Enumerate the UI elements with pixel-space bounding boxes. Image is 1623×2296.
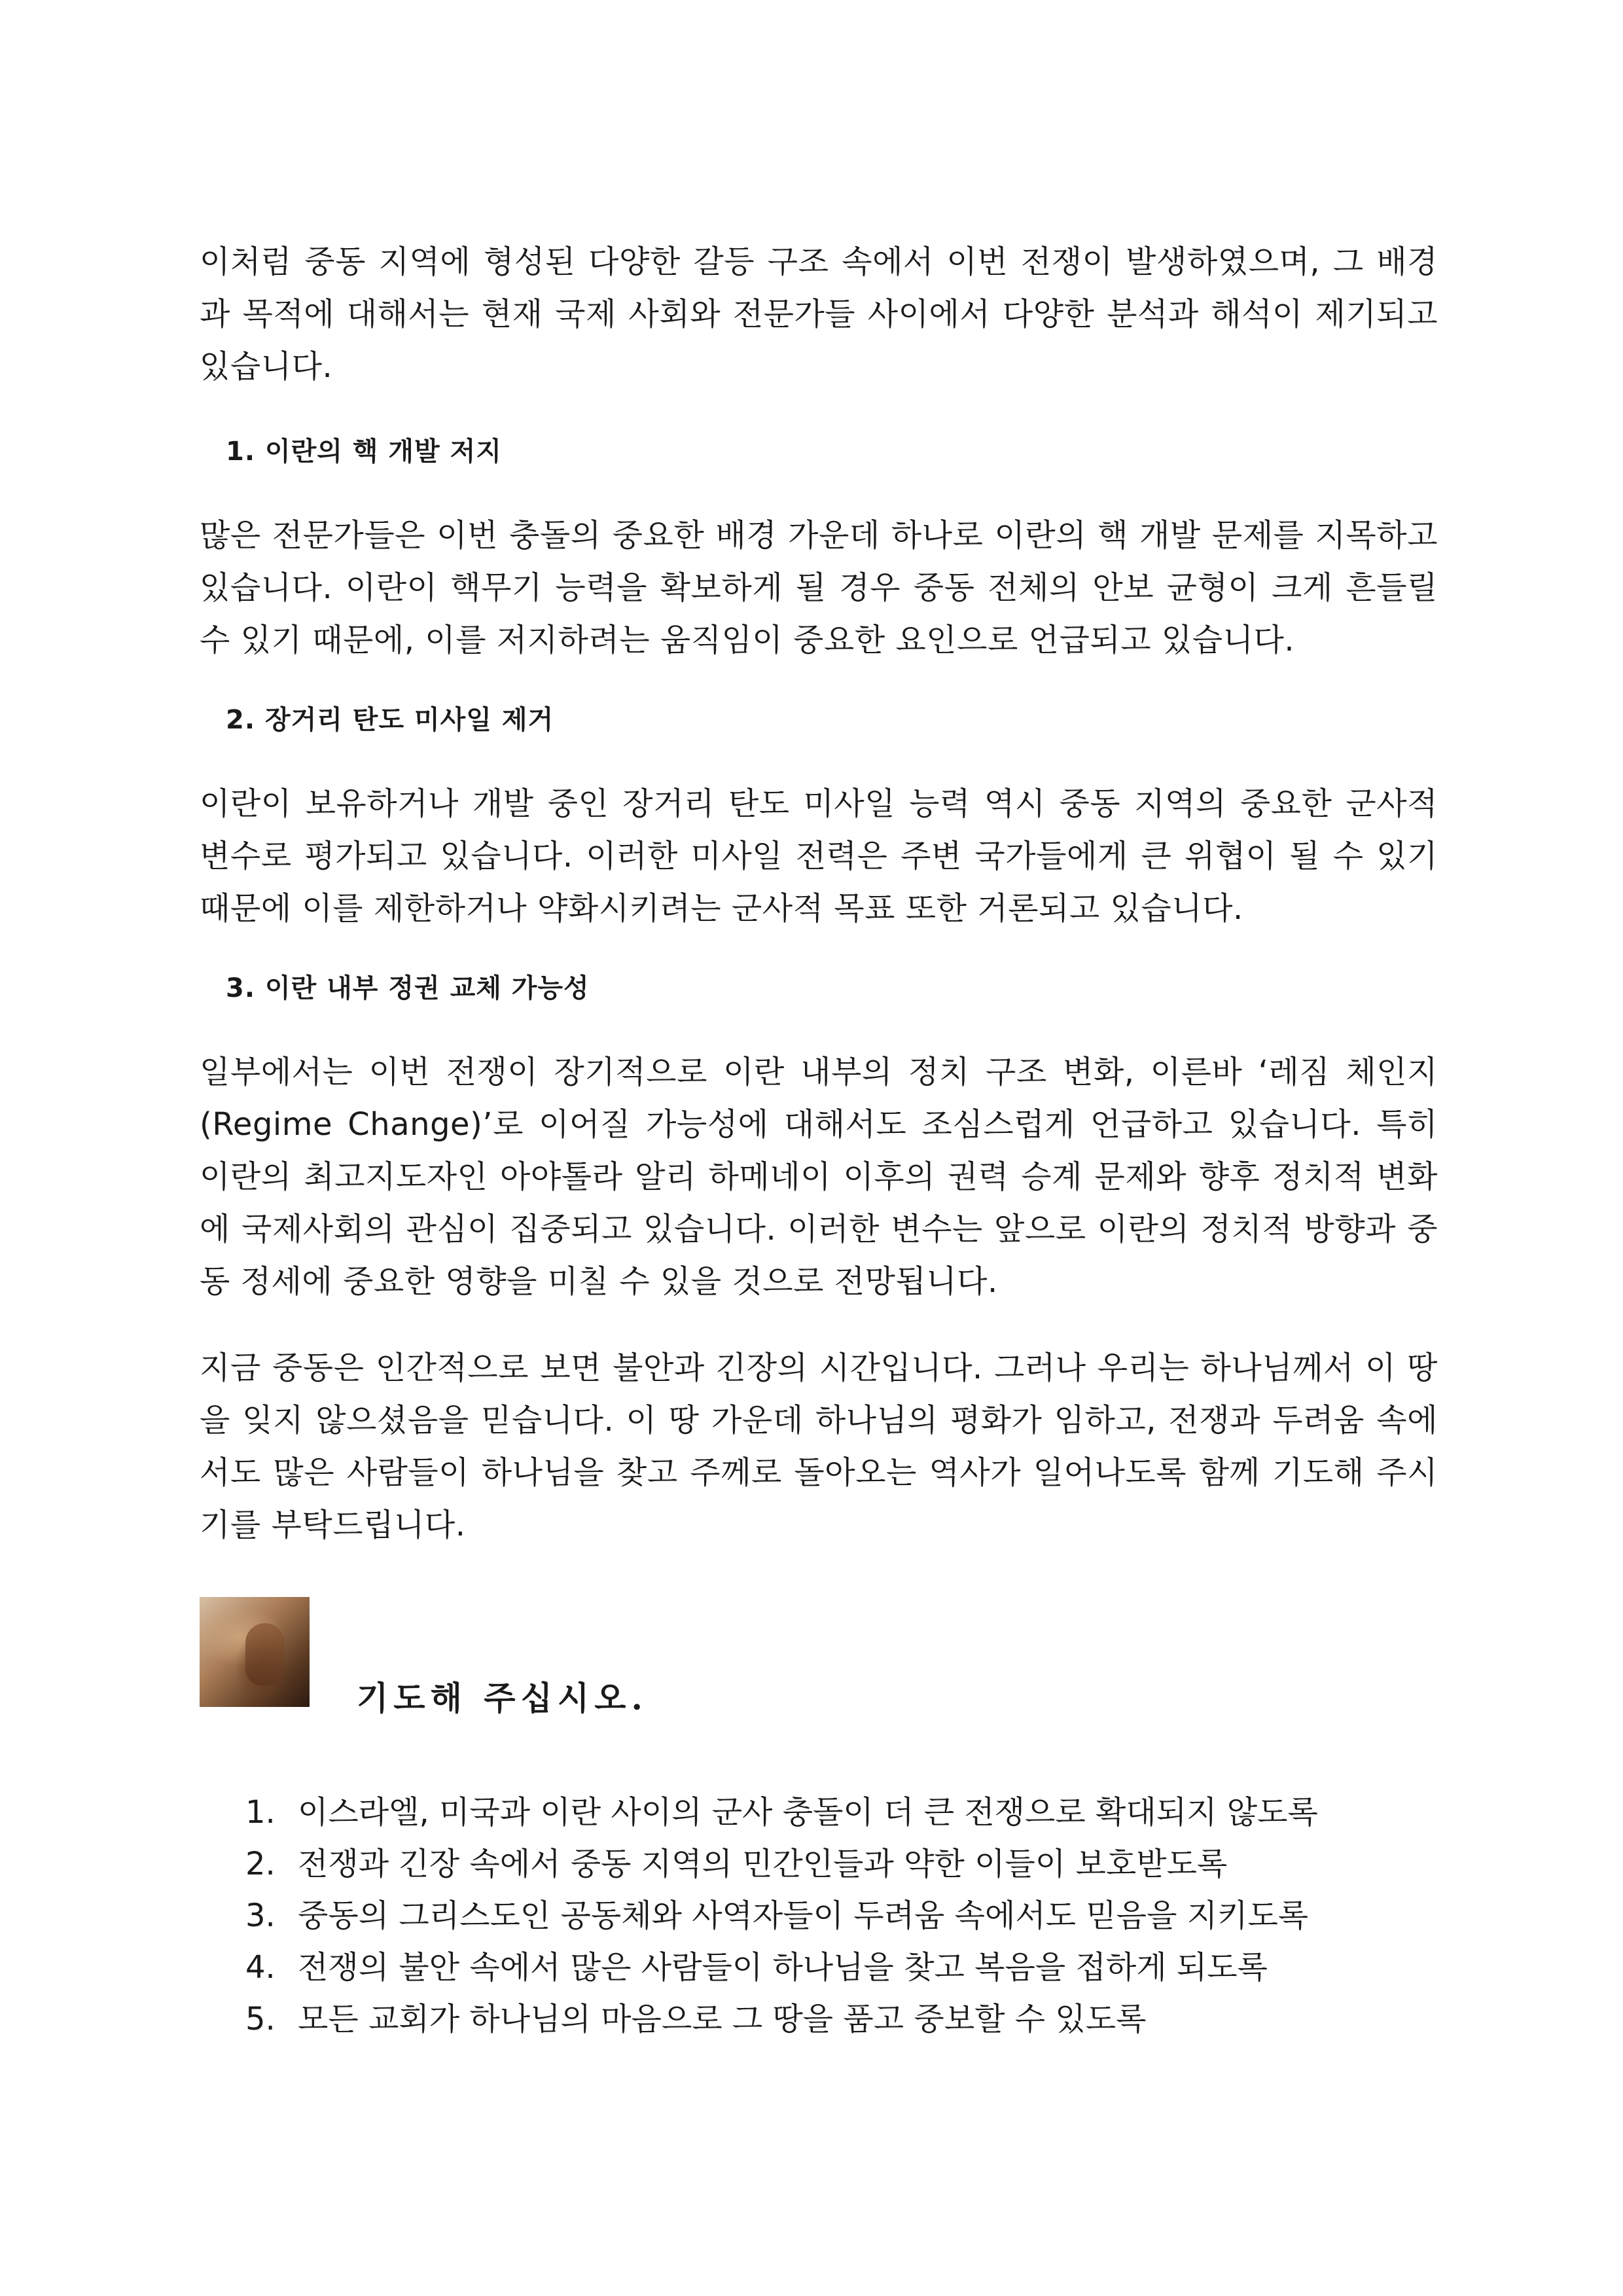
list-item [200, 1787, 1438, 1839]
list-number: 3. [245, 1897, 276, 1934]
prayer-list [200, 1787, 1438, 2045]
list-number: 4. [245, 1949, 276, 1986]
prayer-header [200, 1597, 1438, 1761]
section-2-body: 이란이 보유하거나 개발 중인 장거리 탄도 미사일 능력 역시 중동 지역의 중요한 군사적 변수로 평가되고 있습니다. 이러한 미사일 전력은 주변 국가들에게 큰 위협이 될 수 있기 때문에 이를 제한하거나 약화시키려는 군사적 목표 또한 거론되고 있습니다. [200, 785, 1438, 927]
prayer-title: 기도해 주십시오. [357, 1679, 648, 1717]
list-item [200, 1890, 1438, 1942]
list-number: 1. [245, 1794, 276, 1831]
list-item [200, 1839, 1438, 1890]
section-3-body: 일부에서는 이번 전쟁이 장기적으로 이란 내부의 정치 구조 변화, 이른바 ‘레짐 체인지(Regime Change)’로 이어질 가능성에 대해서도 조심스럽게 언급하고 있습니다. 특히 이란의 최고지도자인 아야톨라 알리 하메네이 이후의 권력 승계 문제와 향후 정치적 변화에 국제사회의 관심이 집중되고 있습니다. 이러한 변수는 앞으로 이란의 정치적 방향과 중동 정세에 중요한 영향을 미칠 수 있을 것으로 전망됩니다. [200, 1054, 1438, 1300]
list-number: 2. [245, 1846, 276, 1882]
section-3-heading: 3. 이란 내부 정권 교체 가능성 [226, 973, 590, 1003]
document-page [200, 236, 1438, 2045]
hand-shape [245, 1623, 285, 1685]
list-text: 전쟁과 긴장 속에서 중동 지역의 민간인들과 약한 이들이 보호받도록 [298, 1846, 1228, 1882]
intro-paragraph: 이처럼 중동 지역에 형성된 다양한 갈등 구조 속에서 이번 전쟁이 발생하였으며, 그 배경과 목적에 대해서는 현재 국제 사회와 전문가들 사이에서 다양한 분석과 해석이 제기되고 있습니다. [200, 243, 1438, 385]
closing-paragraph: 지금 중동은 인간적으로 보면 불안과 긴장의 시간입니다. 그러나 우리는 하나님께서 이 땅을 잊지 않으셨음을 믿습니다. 이 땅 가운데 하나님의 평화가 임하고, 전쟁과 두려움 속에서도 많은 사람들이 하나님을 찾고 주께로 돌아오는 역사가 일어나도록 함께 기도해 주시기를 부탁드립니다. [200, 1350, 1438, 1543]
section-1-body: 많은 전문가들은 이번 충돌의 중요한 배경 가운데 하나로 이란의 핵 개발 문제를 지목하고 있습니다. 이란이 핵무기 능력을 확보하게 될 경우 중동 전체의 안보 균형이 크게 흔들릴 수 있기 때문에, 이를 저지하려는 움직임이 중요한 요인으로 언급되고 있습니다. [200, 517, 1438, 658]
list-text: 중동의 그리스도인 공동체와 사역자들이 두려움 속에서도 믿음을 지키도록 [298, 1897, 1309, 1934]
list-number: 5. [245, 2001, 276, 2037]
list-text: 전쟁의 불안 속에서 많은 사람들이 하나님을 찾고 복음을 접하게 되도록 [298, 1949, 1268, 1986]
list-text: 이스라엘, 미국과 이란 사이의 군사 충돌이 더 큰 전쟁으로 확대되지 않도록 [298, 1794, 1318, 1831]
praying-hands-photo [200, 1597, 310, 1707]
list-item [200, 1942, 1438, 1994]
list-item [200, 1994, 1438, 2045]
section-2-heading: 2. 장거리 탄도 미사일 제거 [226, 705, 554, 735]
list-text: 모든 교회가 하나님의 마음으로 그 땅을 품고 중보할 수 있도록 [298, 2001, 1147, 2037]
section-1-heading: 1. 이란의 핵 개발 저지 [226, 437, 502, 467]
